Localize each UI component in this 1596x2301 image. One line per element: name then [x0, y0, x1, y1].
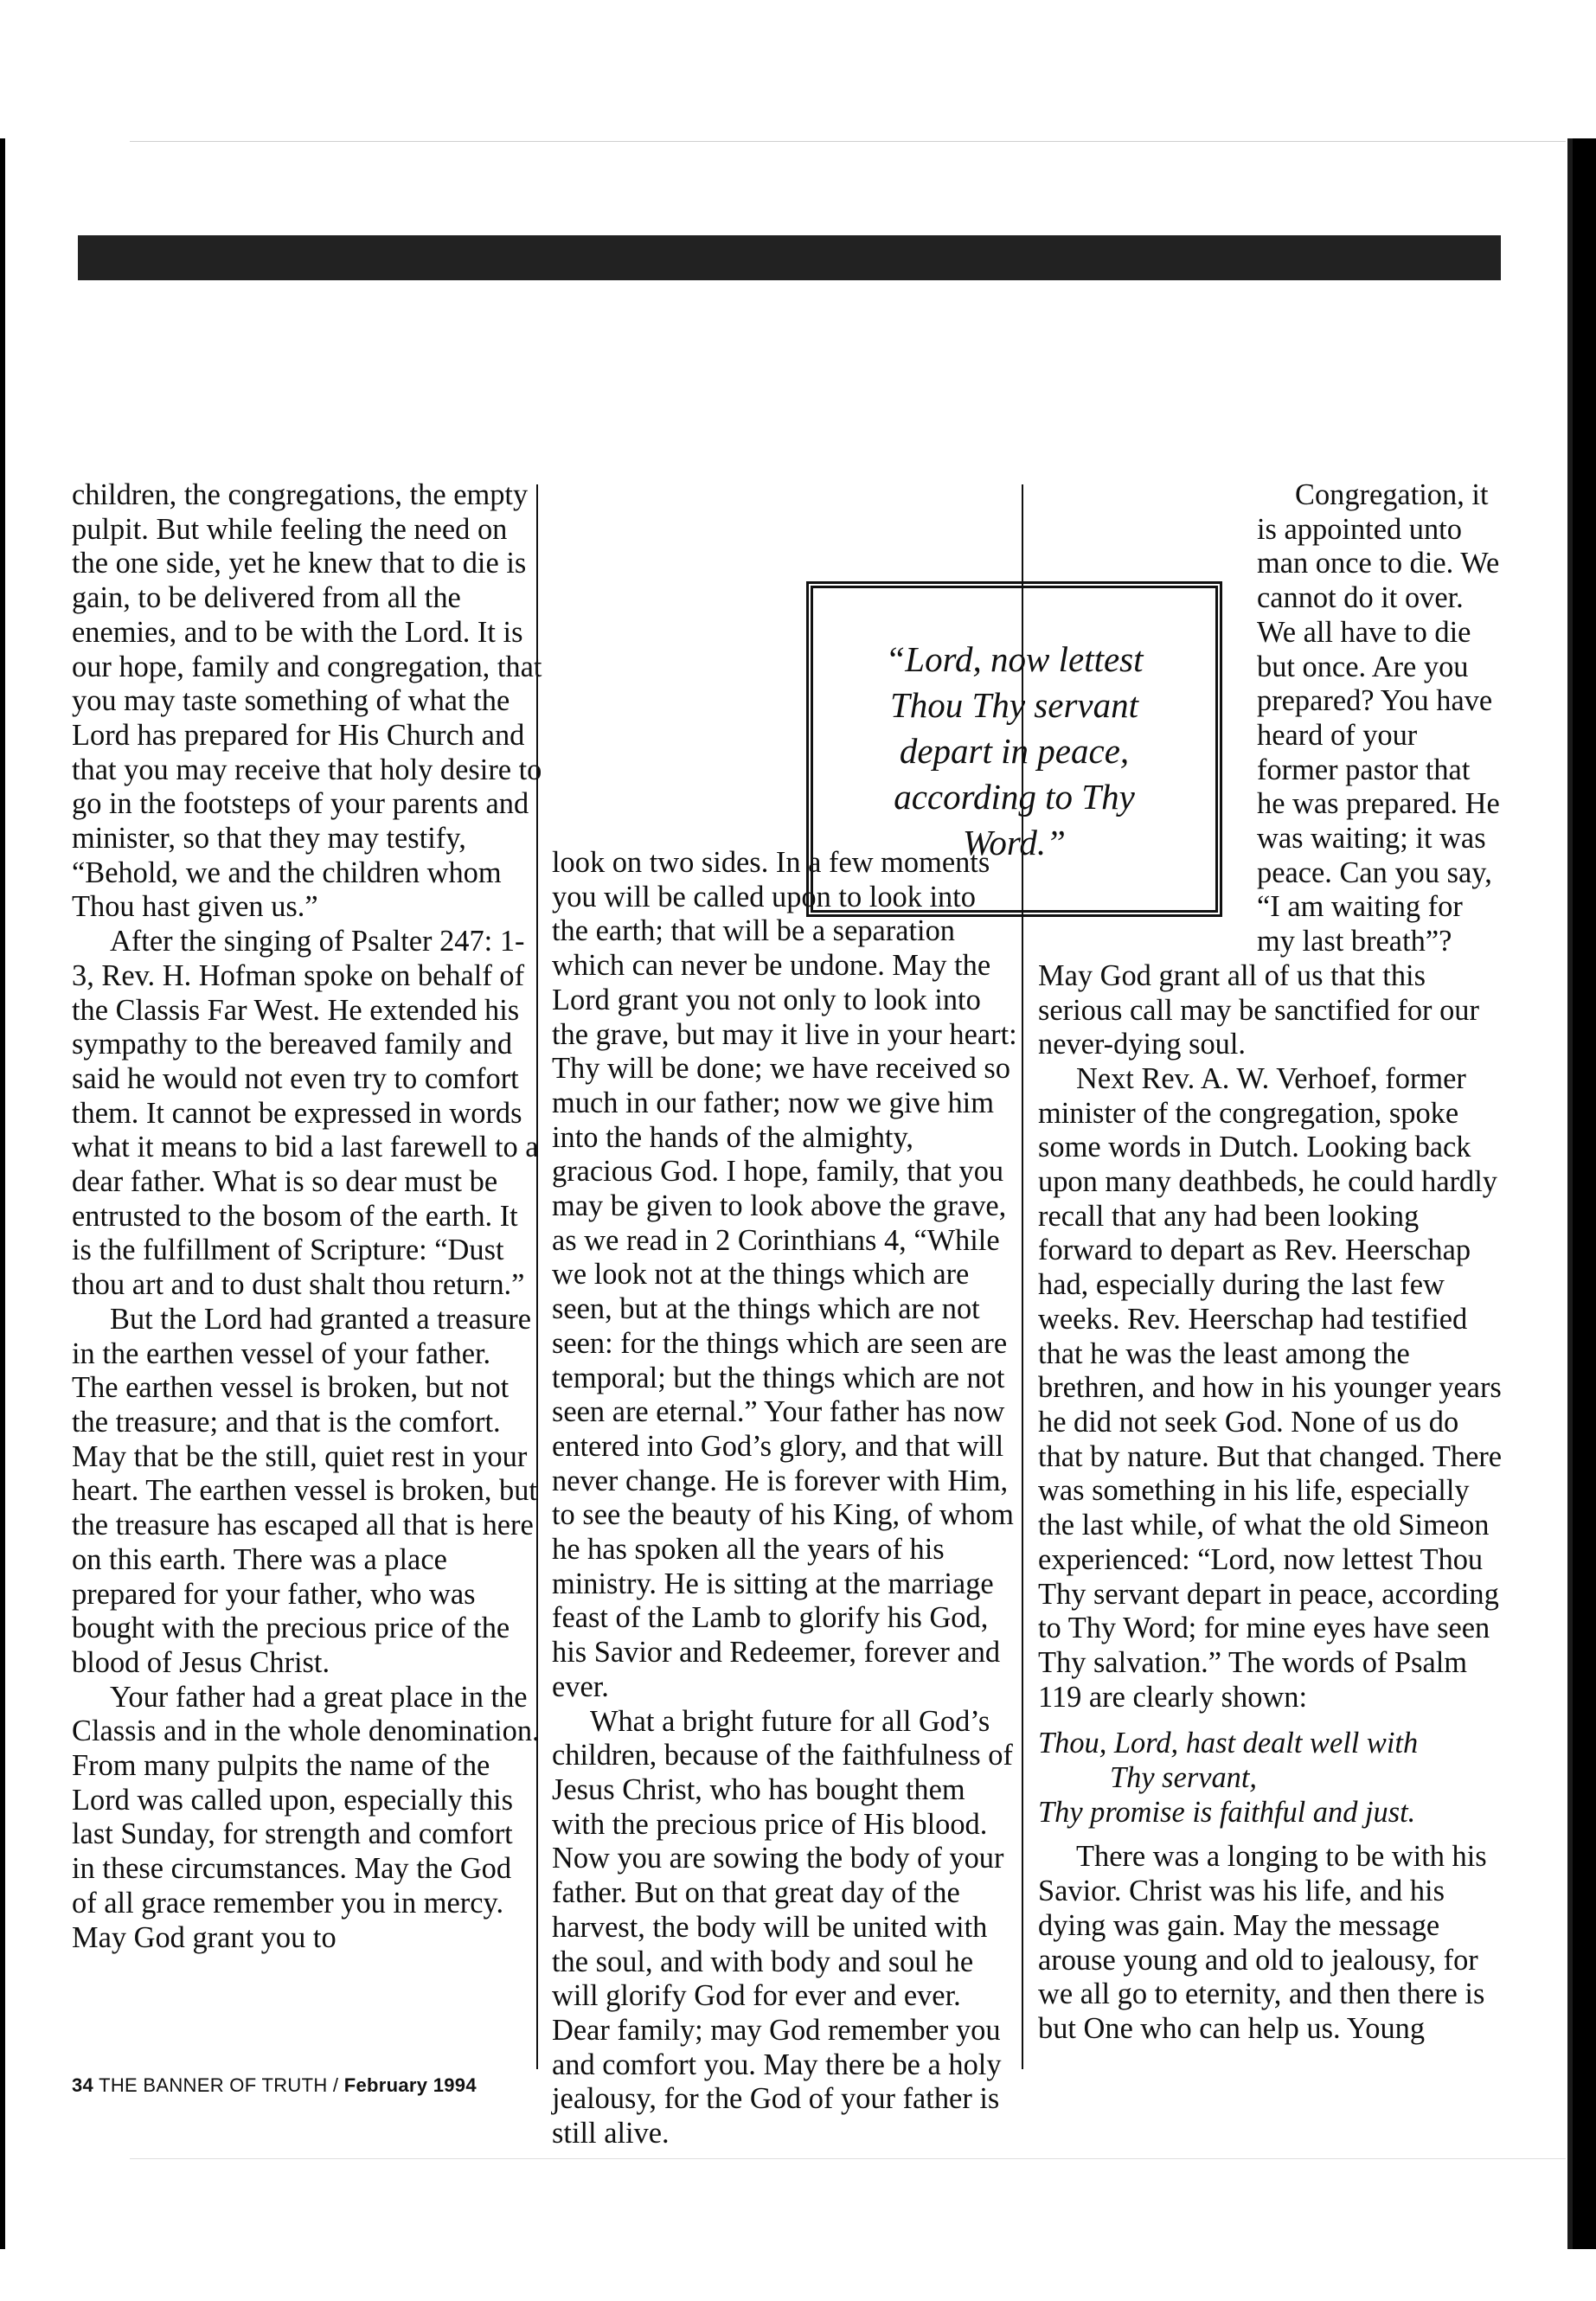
pull-quote-space-right — [1038, 478, 1257, 513]
paragraph: Your father had a great place in the Classis and in the whole denomination. From many pulpits the name of the Lord was called upon, especially this last Sunday, for strength and comfort in these circumstances. May the God of all grace remember you in mercy. May God grant you to — [72, 1680, 540, 1954]
verse-line: Thou, Lord, hast dealt well with — [1038, 1727, 1419, 1760]
paragraph: But the Lord had granted a treasure in the earthen vessel of your father. The earthen vessel is broken, but not the treasure; and that is the comfort. May that be the still, quiet rest in your heart. The earthen vessel is broken, but the treasure has escaped all that is here on this earth. There was a place prepared for your father, who was bought with the precious price of the blood of Jesus Christ. — [72, 1302, 537, 1679]
publication-name: THE BANNER OF TRUTH / — [99, 2074, 339, 2096]
issue-date: February 1994 — [343, 2074, 477, 2096]
scan-top-line — [130, 141, 1566, 142]
paragraph: What a bright future for all God’s children, because of the faithfulness of Jesus Christ, who has bought them with the precious price of His blood. Now you are sowing the body of your father. But on that great day of the harvest, the body will be united with the soul, and with body and soul he will glorify God for ever and ever. Dear family; may God remember you and comfort you. May there be a holy jealousy, for the God of your father is still alive. — [552, 1704, 1013, 2150]
psalm-verse — [1038, 1727, 1505, 1830]
scan-edge-right — [1573, 138, 1596, 2249]
paragraph: look on two sides. In a few moments you will be called upon to look into the earth; that will be a separation which can never be undone. May the Lord grant you not only to look into the grave, but may it live in your heart: Thy will be done; we have received so much in our father; now we give him into the hands of the almighty, gracious God. I hope, family, that you may be given to look above the grave, as we read in 2 Corinthians 4, “While we look not at the things which are seen, but at the things which are not seen: for the things which are seen are temporal; but the things which are not seen are eternal.” Your father has now entered into God’s glory, and that will never change. He is forever with Him, to see the beauty of his King, of whom he has spoken all the years of his ministry. He is sitting at the marriage feast of the Lamb to glorify his God, his Savior and Redeemer, forever and ever. — [552, 846, 1017, 1703]
verse-line: Thy promise is faithful and just. — [1038, 1795, 1416, 1829]
verse-line: Thy servant, — [1110, 1761, 1258, 1795]
column-left — [72, 478, 543, 1955]
pull-quote-box — [806, 581, 1222, 917]
paragraph: After the singing of Psalter 247: 1-3, Rev. H. Hofman spoke on behalf of the Classis Far West. He extended his sympathy to the bereaved family and said he would not even try to comfort them. It cannot be expressed in words what it means to bid a last farewell to a dear father. What is so dear must be entrusted to the bosom of the earth. It is the fulfillment of Scripture: “Dust thou art and to dust shalt thou return.” — [72, 925, 539, 1302]
page-number: 34 — [72, 2074, 94, 2096]
paragraph: children, the congregations, the empty pulpit. But while feeling the need on the one side, yet he knew that to die is gain, to be delivered from all the enemies, and to be with the Lord. It is our hope, family and congregation, that you may taste something of what the Lord has prepared for His Church and that you may receive that holy desire to go in the footsteps of your parents and minister, so that they may testify, “Behold, we and the children whom Thou hast given us.” — [72, 478, 542, 924]
header-black-bar — [78, 235, 1501, 280]
paragraph: Congregation, it is appointed unto man once to die. We cannot do it over. We all have to die but once. Are you prepared? You have heard of your former pastor that he was prepared. He was waiting; it was peace. Can you say, “I am waiting for my last breath”? May God grant all of us that this serious call may be sanctified for our never-dying soul. — [1038, 478, 1500, 1061]
paragraph: Next Rev. A. W. Verhoef, former minister of the congregation, spoke some words in Dutch. Looking back upon many deathbeds, he could hardly recall that any had been looking forward to depart as Rev. Heerschap had, especially during the last few weeks. Rev. Heerschap had testified that he was the least among the brethren, and how in his younger years he did not seek God. None of us do that by nature. But that changed. There was something in his life, especially the last while, of what the old Simeon experienced: “Lord, now lettest Thou Thy servant depart in peace, according to Thy Word; for mine eyes have seen Thy salvation.” The words of Psalm 119 are clearly shown: — [1038, 1061, 1503, 1714]
pull-quote-text: “Lord, now lettest Thou Thy servant depart in peace, according to Thy Word.” — [885, 638, 1144, 862]
page-footer — [72, 2074, 477, 2097]
paragraph: There was a longing to be with his Savior. Christ was his life, and his dying was gain. May the message arouse young and old to jealousy, for we all go to eternity, and then there is but One who can help us. Young — [1038, 1840, 1487, 2045]
scan-bottom-line — [130, 2158, 1566, 2159]
scan-edge-left — [0, 138, 5, 2249]
